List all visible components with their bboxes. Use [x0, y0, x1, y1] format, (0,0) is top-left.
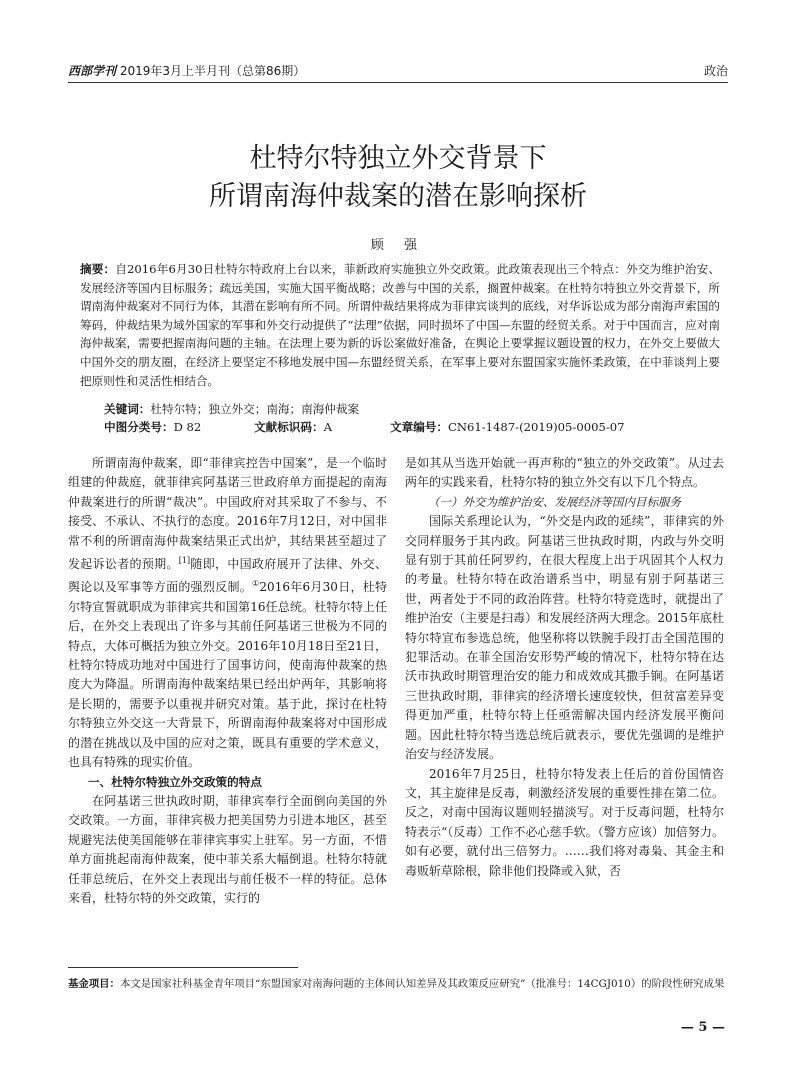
article-number	[390, 419, 625, 435]
doc-code	[254, 419, 332, 435]
footnote-ref: ①	[251, 579, 260, 589]
subsection-heading: （一）外交为维护治安、发展经济等国内目标服务	[428, 494, 681, 509]
paragraph: 2016年7月25日，杜特尔特发表上任后的首份国情咨文，其主旋律是反毒，刺激经济发展的重要性排在第二位。反之，对南中国海议题则轻描淡写。对于反毒问题，杜特尔特表示“（反毒）工作不必心慈手软。（警方应该）加倍努力。如有必要，就付出三倍努力。……我们将对毒枭、其金主和毒贩斩草除根，除非他们投降或入狱，否	[405, 766, 724, 878]
article-title	[68, 140, 728, 216]
paragraph: 国际关系理论认为，“外交是内政的延续”，菲律宾的外交同样服务于其内政。阿基诺三世执政时期，内政与外交明显有别于其前任阿罗约，在很大程度上出于巩固其个人权力的考量。杜特尔特在政治谱系当中，明显有别于阿基诺三世，两者处于不同的政治阵营。杜特尔特竞选时，就提出了维护治安（主要是扫毒）和发展经济两大理念。2015年底杜特尔特宣布参选总统，他坚称将以铁腕手段打击全国范围的犯罪活动。在菲全国治安形势严峻的情况下，杜特尔特在达沃市执政时期管理治安的能力和成效成其撒手锏。在阿基诺三世执政时期，菲律宾的经济增长速度较快，但贫富差异变得更加严重，杜特尔特上任亟需解决国内经济发展平衡问题。因此杜特尔特当选总统后就表示，要优先强调的是维护治安与经济发展。	[405, 514, 724, 762]
article-label: 文章编号：	[390, 420, 448, 434]
page-number: — 5 —	[680, 1020, 725, 1035]
section-label: 政治	[703, 64, 728, 78]
title-line-2: 所谓南海仲裁案的潜在影响探析	[209, 181, 587, 212]
keywords-text: 杜特尔特；独立外交；南海；南海仲裁案	[150, 402, 360, 416]
author: 顾 强	[370, 238, 426, 253]
running-header	[68, 62, 728, 78]
footnote-text: 本文是国家社科基金青年项目“东盟国家对南海问题的主体间认知差异及其政策反应研究”（批准号：14CGJ010）的阶段性研究成果	[119, 978, 725, 990]
header-rule	[68, 82, 728, 83]
abstract	[80, 260, 720, 390]
body-column-left	[68, 454, 387, 908]
citation-ref: [1]	[178, 556, 191, 566]
paragraph	[68, 454, 387, 773]
paragraph-text: 所谓南海仲裁案，即“菲律宾控告中国案”，是一个临时组建的仲裁庭，就菲律宾阿基诺三世政府单方面提起的南海仲裁案进行的所谓“裁决”。中国政府对其采取了不参与、不接受、不承认、不执行的态度。2016年7月12日，对中国非常不利的所谓南海仲裁案结果正式出炉，其结果甚至超过了发起诉讼者的预期。	[68, 456, 387, 572]
doc-value: A	[323, 420, 332, 434]
body-column-right	[405, 454, 724, 881]
keywords-label: 关键词：	[104, 402, 151, 416]
clc-value: D 82	[173, 420, 202, 434]
footnote-rule	[68, 967, 298, 968]
keywords	[104, 401, 359, 417]
article-value: CN61-1487-(2019)05-0005-07	[447, 420, 625, 434]
doc-label: 文献标识码：	[254, 420, 324, 434]
paragraph: 在阿基诺三世执政时期，菲律宾奉行全面倒向美国的外交政策。一方面，菲律宾极力把美国势力引进本地区，甚至规避宪法使美国能够在菲律宾事实上驻军。另一方面，不惜单方面挑起南海仲裁案，使中菲关系大幅倒退。杜特尔特就任菲总统后，在外交上表现出与前任极不一样的特征。总体来看，杜特尔特的外交政策，实行的	[68, 793, 387, 905]
paragraph-text: 随即，中国政府展开了法律、外交、舆论以及军事等方面的强烈反制。	[68, 557, 387, 595]
footnote-label: 基金项目：	[68, 978, 120, 990]
abstract-text: 自2016年6月30日杜特尔特政府上台以来，菲新政府实施独立外交政策。此政策表现出三个特点：外交为维护治安、发展经济等国内目标服务；疏远美国，实施大国平衡战略；改善与中国的关系，搁置仲裁案。在杜特尔特独立外交背景下，所谓南海仲裁案对不同行为体，其潜在影响有所不同。所谓仲裁结果将成为菲律宾谈判的底线，对华诉讼成为部分南海声索国的筹码，仲裁结果为域外国家的军事和外交行动提供了“法理”依据，同时损坏了中国—东盟的经贸关系。对于中国而言，应对南海仲裁案，需要把握南海问题的主轴。在法理上要为新的诉讼案做好准备，在舆论上要掌握议题设置的权力，在外交上要做大中国外交的朋友圈，在经济上要坚定不移地发展中国—东盟经贸关系，在军事上要对东盟国家实施怀柔政策，在中菲谈判上要把原则性和灵活性相结合。	[80, 262, 720, 388]
journal-logo: 西部学刊	[68, 64, 117, 78]
section-heading: 一、杜特尔特独立外交政策的特点	[88, 774, 262, 789]
issue-info: 2019年3月上半月刊（总第86期）	[119, 64, 306, 78]
clc-label: 中图分类号：	[104, 420, 174, 434]
paragraph-text: 2016年6月30日，杜特尔特宣誓就职成为菲律宾共和国第16任总统。杜特尔特上任后，在外交上表现出了许多与其前任阿基诺三世极为不同的特点，大体可概括为独立外交。2016年10月18日至21日，杜特尔特成功地对中国进行了国事访问，使南海仲裁案的热度大为降温。所谓南海仲裁案结果已经出炉两年，其影响将是长期的，需要予以重视并研究对策。基于此，探讨在杜特尔特独立外交这一大背景下，所谓南海仲裁案将对中国形成的潜在挑战以及中国的应对之策，既具有重要的学术意义，也具有特殊的现实价值。	[68, 580, 387, 770]
abstract-label: 摘要：	[80, 262, 116, 276]
funding-footnote	[68, 976, 728, 992]
paragraph: 是如其从当选开始就一再声称的“独立的外交政策”。从过去两年的实践来看，杜特尔特的独立外交有以下几个特点。	[405, 456, 724, 490]
clc-number	[104, 419, 201, 435]
title-line-1: 杜特尔特独立外交背景下	[249, 143, 547, 174]
